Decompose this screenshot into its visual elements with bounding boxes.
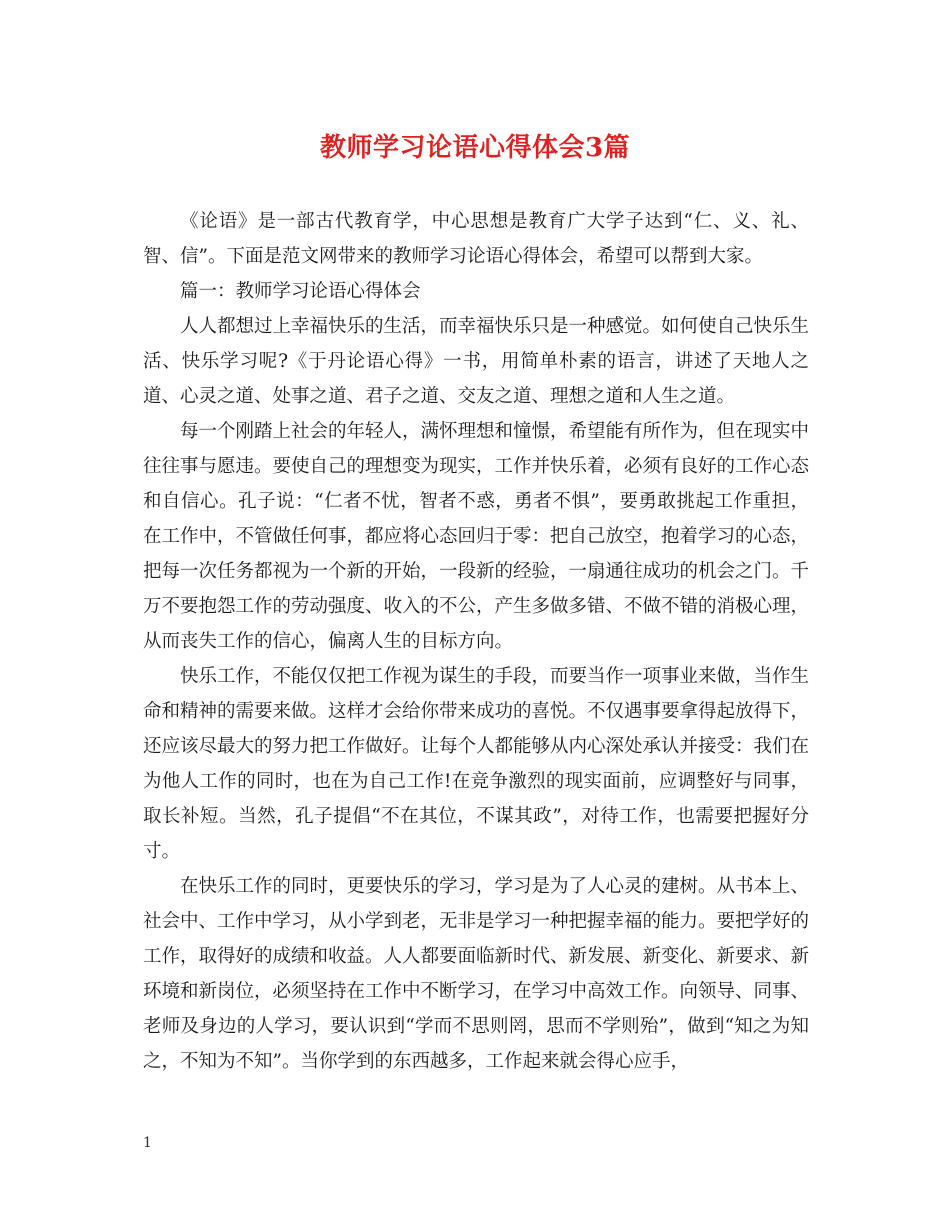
section-heading: 篇一：教师学习论语心得体会 (180, 281, 421, 302)
body-paragraph: 人人都想过上幸福快乐的生活，而幸福快乐只是一种感觉。如何使自己快乐生活、快乐学习呢?《于丹论语心得》一书，用简单朴素的语言，讲述了天地人之道、心灵之道、处事之道、君子之道、交友之道、理想之道和人生之道。 (143, 316, 810, 407)
body-paragraph: 快乐工作，不能仅仅把工作视为谋生的手段，而要当作一项事业来做，当作生命和精神的需要来做。这样才会给你带来成功的喜悦。不仅遇事要拿得起放得下，还应该尽最大的努力把工作做好。让每个人都能够从内心深处承认并接受：我们在为他人工作的同时，也在为自己工作!在竞争激烈的现实面前，应调整好与同事，取长补短。当然，孔子提倡“不在其位，不谋其政”，对待工作，也需要把握好分寸。 (143, 666, 810, 862)
document-body (143, 204, 809, 1079)
body-paragraph: 每一个刚踏上社会的年轻人，满怀理想和憧憬，希望能有所作为，但在现实中往往事与愿违。要使自己的理想变为现实，工作并快乐着，必须有良好的工作心态和自信心。孔子说：“仁者不忧，智者不惑，勇者不惧”，要勇敢挑起工作重担，在工作中，不管做任何事，都应将心态回归于零：把自己放空，抱着学习的心态，把每一次任务都视为一个新的开始，一段新的经验，一扇通往成功的机会之门。千万不要抱怨工作的劳动强度、收入的不公，产生多做多错、不做不错的消极心理，从而丧失工作的信心，偏离人生的目标方向。 (143, 421, 810, 652)
page-number: 1 (143, 1135, 152, 1151)
intro-paragraph: 《论语》是一部古代教育学，中心思想是教育广大学子达到“仁、义、礼、智、信”。下面是范文网带来的教师学习论语心得体会，希望可以帮到大家。 (143, 211, 809, 267)
document-title: 教师学习论语心得体会3篇 (319, 133, 631, 163)
body-paragraph: 在快乐工作的同时，更要快乐的学习，学习是为了人心灵的建树。从书本上、社会中、工作中学习，从小学到老，无非是学习一种把握幸福的能力。要把学好的工作，取得好的成绩和收益。人人都要面临新时代、新发展、新变化、新要求、新环境和新岗位，必须坚持在工作中不断学习，在学习中高效工作。向领导、同事、老师及身边的人学习，要认识到“学而不思则罔，思而不学则殆”，做到“知之为知之，不知为不知”。当你学到的东西越多，工作起来就会得心应手， (143, 876, 810, 1072)
